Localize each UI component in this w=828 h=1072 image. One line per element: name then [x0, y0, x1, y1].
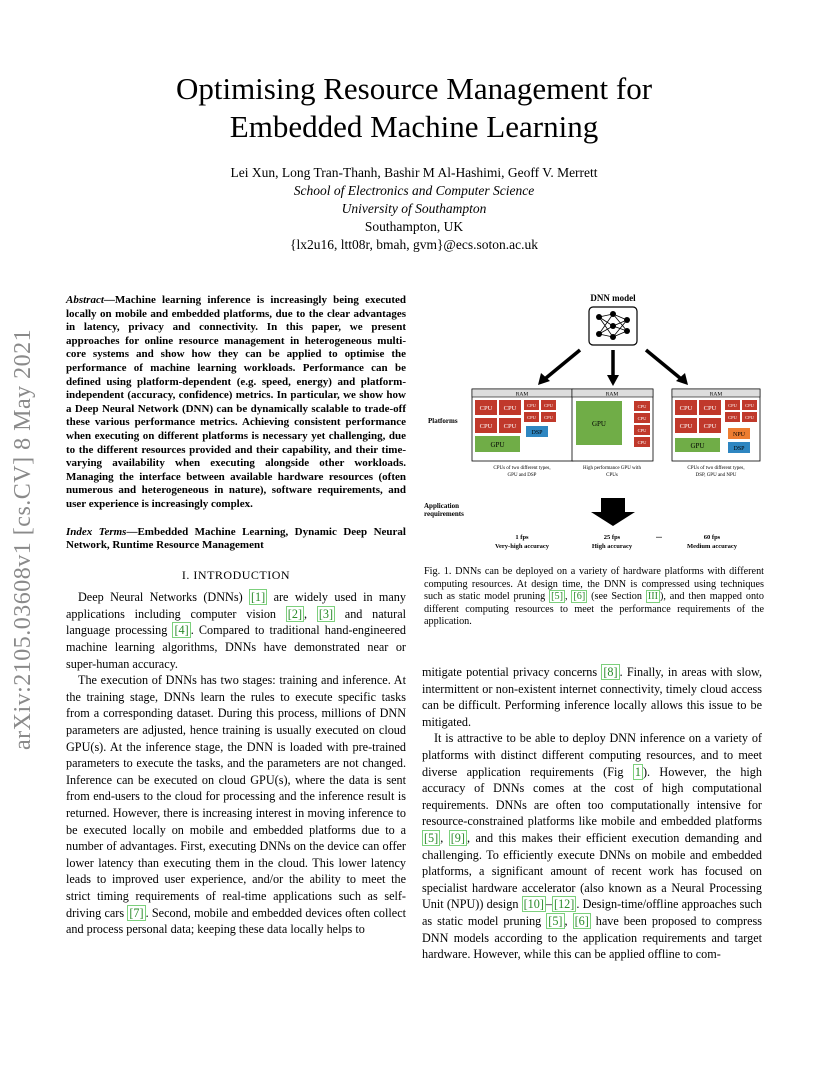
- dnn-model-label: DNN model: [590, 293, 636, 303]
- title-line-2: Embedded Machine Learning: [229, 109, 599, 144]
- deploy-arrows: [538, 350, 688, 386]
- citation-link[interactable]: [1]: [251, 590, 266, 605]
- cpu-label: CPU: [728, 403, 737, 408]
- author-emails: {lx2u16, ltt08r, bmah, gvm}@ecs.soton.ac.uk: [290, 237, 538, 252]
- citation-link[interactable]: [3]: [318, 606, 334, 621]
- req-1-accuracy: Very-high accuracy: [494, 543, 550, 550]
- author-names: Lei Xun, Long Tran-Thanh, Bashir M Al-Hashimi, Geoff V. Merrett: [230, 165, 598, 180]
- cpu-label: CPU: [637, 404, 647, 409]
- gpu-label: GPU: [690, 442, 705, 450]
- platform-2-caption-2: CPUs: [606, 473, 618, 478]
- platform-1-caption-2: GPU and DSP: [507, 473, 537, 478]
- arxiv-id: arXiv:2105.03608v1 [cs.CV] 8 May 2021: [10, 328, 36, 750]
- citation-link[interactable]: [5]: [548, 913, 563, 928]
- platform-1-caption-1: CPUs of two different types,: [493, 466, 551, 471]
- ram-label: RAM: [515, 391, 529, 398]
- platform-3-caption-1: CPUs of two different types,: [687, 466, 745, 471]
- cpu-label: CPU: [479, 423, 493, 430]
- intro-paragraph-1: Deep Neural Networks (DNNs) [1] are widely used in many applications including computer vision [2] , [3] and natural language processing [4] . Compared to traditional hand-engineered machine learning algorithms, DNNs have demonstrated near or super-human accuracy.: [66, 590, 407, 671]
- figure-1-diagram: [418, 290, 768, 560]
- cpu-label: CPU: [703, 405, 717, 412]
- cpu-label: CPU: [745, 415, 754, 420]
- dsp-label: DSP: [733, 446, 745, 452]
- ram-label: RAM: [709, 391, 723, 398]
- req-3-accuracy: Medium accuracy: [686, 543, 738, 550]
- cpu-label: CPU: [503, 405, 517, 412]
- title-line-1: Optimising Resource Management for: [175, 71, 653, 106]
- cpu-label: CPU: [637, 416, 647, 421]
- citation-link[interactable]: [10]: [523, 897, 544, 912]
- dsp-label: DSP: [531, 430, 543, 436]
- req-1-fps: 1 fps: [515, 534, 529, 541]
- platform-3-caption-2: DSP, GPU and NPU: [695, 473, 737, 478]
- cpu-label: CPU: [527, 415, 536, 420]
- citation-link[interactable]: [7]: [129, 905, 144, 920]
- requirements-arrow: [591, 498, 635, 526]
- cpu-label: CPU: [527, 403, 536, 408]
- abstract: [66, 294, 406, 512]
- application-label-2: requirements: [424, 510, 464, 518]
- cpu-label: CPU: [637, 440, 647, 445]
- citation-link[interactable]: [6]: [574, 913, 589, 928]
- paper-title: [0, 70, 828, 146]
- citation-link[interactable]: [12]: [554, 897, 575, 912]
- cpu-label: CPU: [703, 423, 717, 430]
- affiliation-school: School of Electronics and Computer Science: [293, 183, 535, 198]
- platform-3: [672, 389, 760, 478]
- figure-1-caption: Fig. 1. DNNs can be deployed on a variety of hardware platforms with different computing resources. At design time, the DNN is compressed using techniques such as static model pruning [5] , [6] (see Section III ), and then mapped onto different computing resources to meet the performance requirements of the application.: [424, 566, 764, 628]
- application-label-1: Application: [424, 502, 460, 510]
- ellipsis: ...: [656, 531, 662, 540]
- right-paragraph-1: mitigate potential privacy concerns [8] . Finally, in areas with slow, intermittent or non-existent internet connectivity, timely cloud access can be difficult. Performing inference locally allows this issue to be mitigated.: [422, 665, 763, 729]
- index-terms-label: Index Terms: [66, 525, 127, 538]
- npu-label: NPU: [732, 432, 746, 438]
- index-terms-text: —Embedded Machine Learning, Dynamic Deep Neural Network, Runtime Resource Management: [66, 525, 406, 552]
- req-2-accuracy: High accuracy: [591, 543, 633, 550]
- platforms-label: Platforms: [428, 417, 458, 425]
- gpu-label: GPU: [591, 420, 607, 428]
- cpu-label: CPU: [679, 423, 693, 430]
- platform-1: [472, 389, 573, 478]
- citation-link[interactable]: [8]: [603, 665, 618, 679]
- citation-link[interactable]: [5]: [551, 591, 563, 603]
- citation-link[interactable]: [4]: [174, 623, 189, 638]
- cpu-label: CPU: [503, 423, 517, 430]
- cpu-label: CPU: [728, 415, 737, 420]
- gpu-label: GPU: [490, 441, 505, 449]
- neural-network-icon: [589, 307, 637, 345]
- citation-link[interactable]: [5]: [424, 830, 439, 845]
- section-heading-introduction: I. INTRODUCTION: [181, 567, 291, 582]
- cpu-label: CPU: [479, 405, 493, 412]
- cpu-label: CPU: [679, 405, 693, 412]
- cpu-label: CPU: [544, 403, 553, 408]
- cpu-label: CPU: [544, 415, 553, 420]
- cpu-label: CPU: [637, 428, 647, 433]
- right-column: [422, 664, 762, 963]
- abstract-label: Abstract: [66, 294, 104, 306]
- ram-label: RAM: [605, 391, 619, 398]
- citation-link[interactable]: [2]: [287, 606, 303, 621]
- index-terms: [66, 526, 406, 553]
- affiliation-university: University of Southampton: [341, 201, 487, 216]
- right-paragraph-2: It is attractive to be able to deploy DNN inference on a variety of platforms with distinct different computing resources, and to meet diverse application requirements (Fig 1 ). However, the high accuracy of DNNs comes at the cost of high computational requirements. DNNs are often too computationally intensive for resource-constrained platforms like mobile and embedded platforms [5] , [9] , and this makes their efficient execution demanding and challenging. To efficiently execute DNNs on mobile and embedded platforms, a significant amount of recent work has focused on specialist hardware accelerator (also known as a Neural Processing Unit (NPU)) design [10] – [12] . Design-time/offline approaches such as static model pruning [5] , [6] have been proposed to compress DNN models according to the application requirements and target hardware. However, while this can be applied offline to com-: [422, 731, 763, 962]
- cpu-label: CPU: [745, 403, 754, 408]
- req-3-fps: 60 fps: [703, 534, 721, 541]
- platform-2-caption-1: High performance GPU with: [583, 466, 641, 471]
- affiliation-location: Southampton, UK: [364, 219, 464, 234]
- abstract-text: —Machine learning inference is increasingly being executed locally on mobile and embedded platforms, due to the clear advantages in latency, privacy and connectivity. In this paper, we present approaches for online resource management in heterogeneous multi-core systems and show how they can be applied to optimise the performance of machine learning workloads. Performance can be defined using platform-dependent (e.g. speed, energy) and platform-independent (accuracy, confidence) metrics. In particular, we show how a Deep Neural Network (DNN) can be dynamically scalable to trade-off these various performance metrics. Achieving consistent performance when executing on different platforms is necessary yet challenging, due to the different resources provided and their capability, and their time-varying availability when executing alongside other workloads. Managing the interface between available hardware resources (often numerous and heterogeneous in nature), software requirements, and user experience is increasingly complex.: [66, 294, 406, 510]
- req-2-fps: 25 fps: [603, 534, 621, 541]
- left-column: [66, 294, 406, 938]
- author-block: [0, 164, 828, 254]
- intro-paragraph-2: The execution of DNNs has two stages: training and inference. At the training stage, DNNs learn the rules to execute specific tasks from a corresponding dataset. During this process, millions of DNN parameters are adjusted, hence training is usually executed on cloud GPU(s). At the inference stage, the DNN is loaded with pre-trained parameters to execute the tasks, and the parameters are not changed. Inference can be executed on cloud GPU(s), where the data is sent from end-users to the cloud for processing and the inference result is returned. However, there is increasing interest in moving inference to be executed locally on mobile and embedded platforms due to a number of advantages. First, executing DNNs on the device can offer lower latency than executing them in the cloud. This lower latency leads to improved user experience, and/or the ability to meet the strict timing requirements of real-time applications such as self-driving cars [7] . Second, mobile and embedded devices often collect and process personal data; keeping these data locally helps to: [66, 673, 406, 937]
- section-link[interactable]: III: [647, 591, 658, 603]
- citation-link[interactable]: [6]: [573, 591, 586, 603]
- platform-2: [572, 389, 653, 478]
- figure-link[interactable]: 1: [634, 764, 641, 779]
- citation-link[interactable]: [9]: [450, 830, 465, 845]
